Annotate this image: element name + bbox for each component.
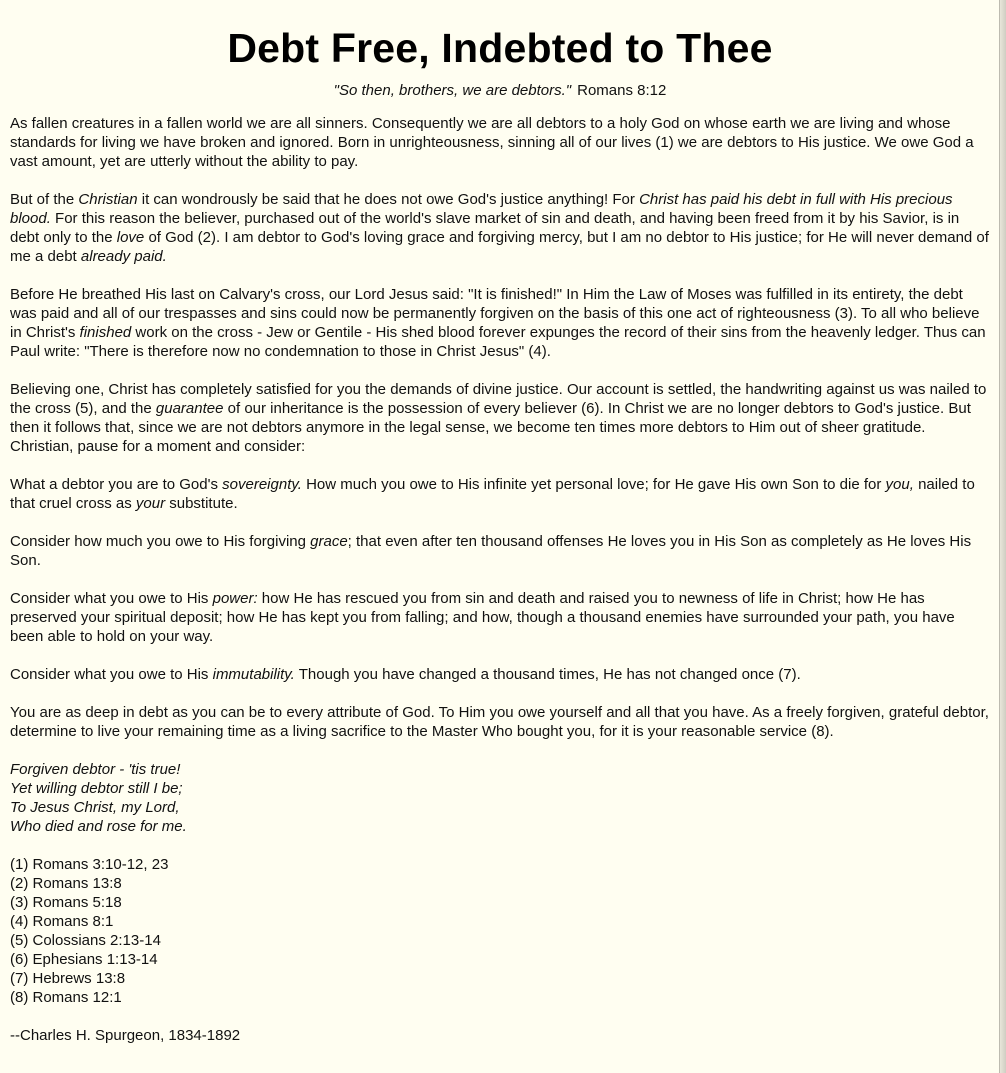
emphasis: grace: [310, 533, 348, 550]
footnote: (5) Colossians 2:13-14: [10, 932, 161, 949]
footnote: (3) Romans 5:18: [10, 894, 122, 911]
emphasis: immutability.: [212, 666, 295, 683]
emphasis: love: [116, 229, 145, 246]
paragraph-4: [10, 380, 990, 456]
text-run: ; that even after ten thousand offenses He loves you in His Son as completely as He loves His Son.: [10, 533, 972, 569]
epigraph-quote: "So then, brothers, we are debtors.": [333, 82, 572, 99]
poem-line: Yet willing debtor still I be;: [10, 780, 183, 797]
text-run: Consider what you owe to His: [10, 590, 213, 607]
poem-line: To Jesus Christ, my Lord,: [10, 799, 180, 816]
text-run: it can wondrously be said that he does not owe God's justice anything! For: [137, 191, 640, 208]
emphasis: Christian: [78, 191, 138, 208]
text-run: But of the: [10, 191, 79, 208]
emphasis: guarantee: [155, 400, 224, 417]
text-run: What a debtor you are to God's: [10, 476, 223, 493]
text-run: work on the cross - Jew or Gentile - His shed blood forever expunges the record of their sins from the heavenly ledger. Thus can Paul write: "There is therefore now no condemnation to those in Christ Jesus" (4).: [10, 324, 986, 360]
text-run: Believing one, Christ has completely satisfied for you the demands of divine justice. Our account is settled, the handwriting against us was nailed to the cross (5), and the: [10, 381, 987, 417]
paragraph-7: [10, 589, 990, 646]
footnote: (4) Romans 8:1: [10, 913, 114, 930]
footnote: (2) Romans 13:8: [10, 875, 122, 892]
text-run: For this reason the believer, purchased out of the world's slave market of sin and death, and having been freed from it by his Savior, is in debt only to the: [10, 210, 960, 246]
poem-line: Who died and rose for me.: [10, 818, 187, 835]
emphasis: already paid.: [80, 248, 167, 265]
paragraph-1: As fallen creatures in a fallen world we are all sinners. Consequently we are all debtors to a holy God on whose earth we are living and whose standards for living we have broken and ignored. Born in unrighteousness, sinning all of our lives (1) we are debtors to His justice. We owe God a vast amount, yet are utterly without the ability to pay.: [10, 115, 974, 170]
text-run: How much you owe to His infinite yet personal love; for He gave His own Son to die for: [301, 476, 886, 493]
paragraph-9: You are as deep in debt as you can be to every attribute of God. To Him you owe yourself and all that you have. As a freely forgiven, grateful debtor, determine to live your remaining time as a living sacrifice to the Master Who bought you, for it is your reasonable service (8).: [10, 704, 989, 740]
emphasis: you,: [885, 476, 914, 493]
epigraph: [10, 82, 990, 100]
poem-line: Forgiven debtor - 'tis true!: [10, 761, 181, 778]
emphasis: power:: [212, 590, 258, 607]
page-title: Debt Free, Indebted to Thee: [227, 25, 773, 71]
footnote: (6) Ephesians 1:13-14: [10, 951, 158, 968]
text-run: nailed to that cruel cross as: [10, 476, 975, 512]
paragraph-2: [10, 190, 990, 266]
footnote: (7) Hebrews 13:8: [10, 970, 126, 987]
article-body: [10, 114, 990, 1045]
footnote: (8) Romans 12:1: [10, 989, 122, 1006]
paragraph-5: [10, 475, 990, 513]
emphasis: Christ has paid his debt in full with His precious blood.: [10, 191, 953, 227]
footnotes: [10, 855, 990, 1007]
emphasis: sovereignty.: [222, 476, 302, 493]
paragraph-3: [10, 285, 990, 361]
text-run: Consider how much you owe to His forgiving: [10, 533, 311, 550]
text-run: Consider what you owe to His: [10, 666, 213, 683]
poem: [10, 760, 990, 836]
window-scrollbar[interactable]: [999, 0, 1006, 1073]
text-run: Though you have changed a thousand times, He has not changed once (7).: [294, 666, 801, 683]
paragraph-6: [10, 532, 990, 570]
text-run: how He has rescued you from sin and death and raised you to newness of life in Christ; how He has preserved your spiritual deposit; how He has kept you from falling; and how, though a thousand enemies have surrounded your path, you have been able to hold on your way.: [10, 590, 955, 645]
text-run: substitute.: [165, 495, 238, 512]
emphasis: finished: [79, 324, 132, 341]
footnote: (1) Romans 3:10-12, 23: [10, 856, 169, 873]
paragraph-8: [10, 665, 990, 684]
text-run: Before He breathed His last on Calvary's cross, our Lord Jesus said: "It is finished!" In Him the Law of Moses was fulfilled in its entirety, the debt was paid and all of our trespasses and sins could now be permanently forgiven on the basis of this one act of righteousness (3). To all who believe in Christ's: [10, 286, 980, 341]
epigraph-reference: Romans 8:12: [577, 82, 667, 99]
text-run: of our inheritance is the possession of every believer (6). In Christ we are no longer debtors to God's justice. But then it follows that, since we are not debtors anymore in the legal sense, we become ten times more debtors to Him out of sheer gratitude. Christian, pause for a moment and consider:: [10, 400, 971, 455]
author-credit: --Charles H. Spurgeon, 1834-1892: [10, 1027, 241, 1044]
text-run: of God (2). I am debtor to God's loving grace and forgiving mercy, but I am no debtor to His justice; for He will never demand of me a debt: [10, 229, 989, 265]
emphasis: your: [135, 495, 166, 512]
